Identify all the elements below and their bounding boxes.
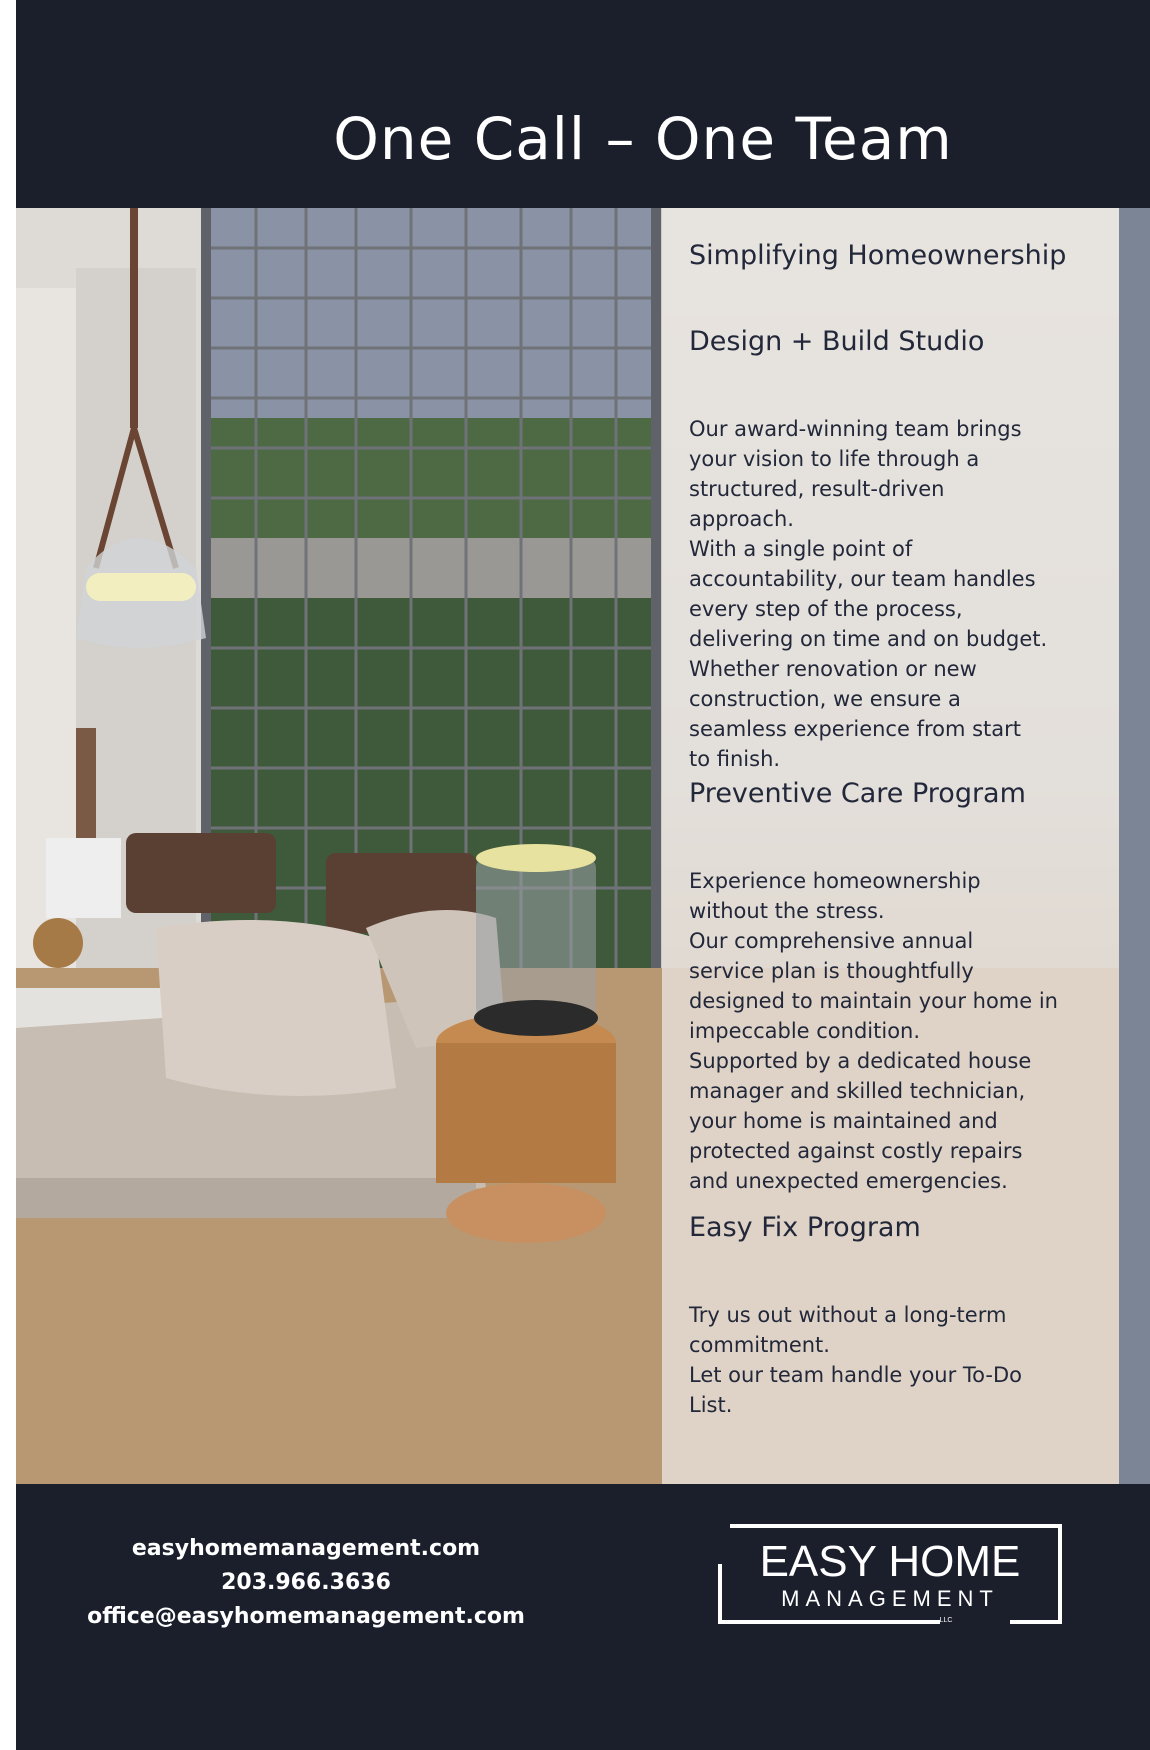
logo-mark (710, 1520, 1070, 1630)
logo-line-2: MANAGEMENT (781, 1586, 999, 1611)
headline: One Call – One Team (333, 105, 953, 173)
flyer-page (16, 0, 1150, 1750)
accent-strip (1119, 208, 1150, 1484)
section-title-design-build: Design + Build Studio (689, 326, 985, 357)
website-link[interactable]: easyhomemanagement.com (131, 1536, 481, 1561)
section-body-preventive-care: Experience homeownership without the stress. Our comprehensive annual service plan is thoughtfully designed to maintain your home in impeccable condition. Supported by a dedicated house manager and skilled technician, your home is maintained and protected against costly repairs and unexpected emergencies. (689, 869, 1058, 1193)
logo-line-1: EASY HOME (759, 1537, 1021, 1586)
company-logo (710, 1520, 1070, 1630)
tagline: Simplifying Homeownership (689, 240, 1067, 271)
section-title-easy-fix: Easy Fix Program (689, 1212, 921, 1243)
interior-photo (16, 208, 1150, 1484)
logo-suffix: LLC (939, 1617, 953, 1624)
section-body-easy-fix: Try us out without a long-term commitment. Let our team handle your To-Do List. (689, 1303, 1023, 1417)
services-panel (662, 208, 1119, 1484)
phone-number[interactable]: 203.966.3636 (221, 1570, 391, 1595)
section-title-preventive-care: Preventive Care Program (689, 778, 1026, 809)
section-body-design-build: Our award-winning team brings your vision to life through a structured, result-driven approach. With a single point of accountability, our team handles every step of the process, delivering on time and on budget. Whether renovation or new construction, we ensure a seamless experience from start to finish. (689, 417, 1048, 771)
email-link[interactable]: office@easyhomemanagement.com (87, 1604, 525, 1629)
